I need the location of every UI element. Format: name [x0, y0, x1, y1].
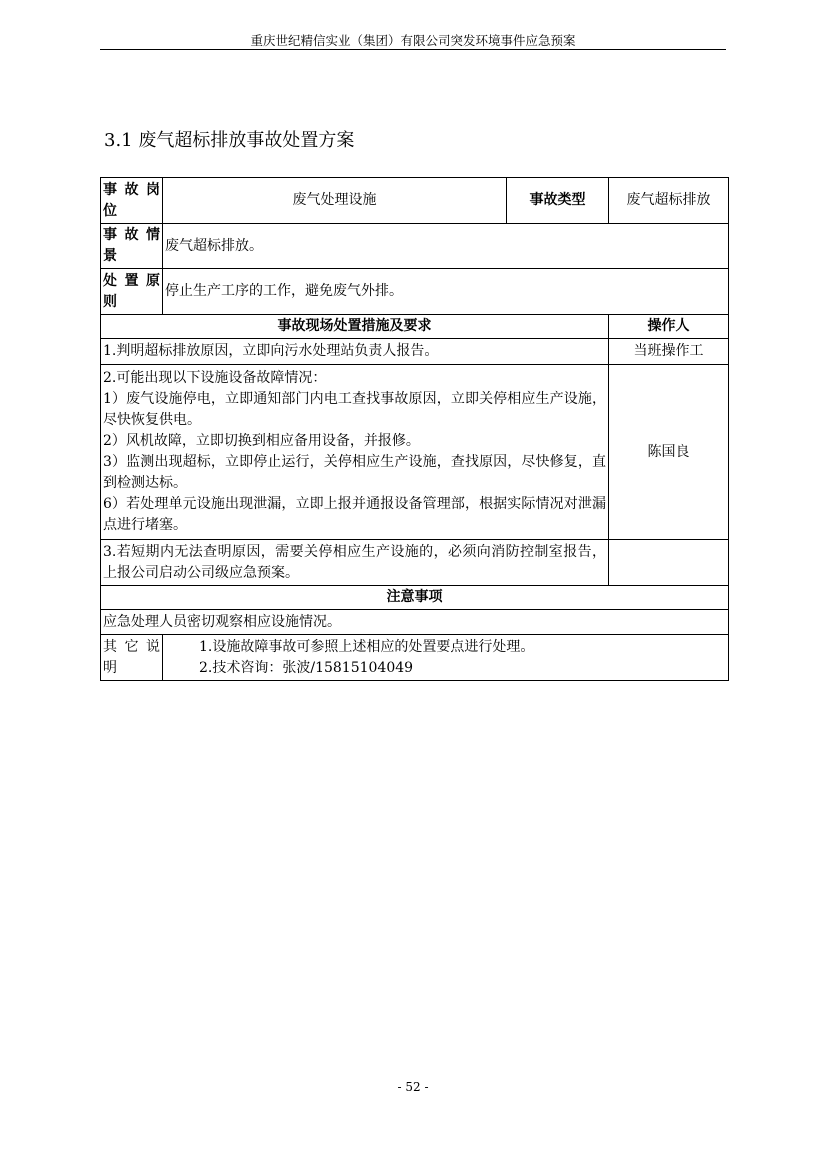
operator-header: 操作人	[609, 315, 729, 339]
step-row-2	[101, 365, 729, 540]
measures-header-row	[101, 315, 729, 339]
notes-row	[101, 610, 729, 635]
page-number: - 52 -	[397, 1080, 429, 1094]
other-label: 其 它 说	[103, 638, 160, 655]
step-2-line-leak: 6）若处理单元设施出现泄漏，立即上报并通报设备管理部，根据实际情况对泄漏点进行堵塞。	[103, 496, 606, 533]
scenario-row	[101, 224, 729, 269]
type-value: 废气超标排放	[609, 178, 729, 224]
other-label-cell	[101, 635, 163, 681]
step-row-1	[101, 339, 729, 365]
type-label: 事故类型	[507, 178, 609, 224]
step-row-3	[101, 540, 729, 586]
other-notes	[163, 635, 729, 681]
post-value: 废气处理设施	[163, 178, 507, 224]
notes-header-row	[101, 586, 729, 610]
section-title: 3.1 废气超标排放事故处置方案	[104, 130, 355, 151]
post-label-cell	[101, 178, 163, 224]
notes-text: 应急处理人员密切观察相应设施情况。	[101, 610, 729, 635]
post-label: 事 故 岗	[103, 181, 160, 198]
step-1-text: 1.判明超标排放原因，立即向污水处理站负责人报告。	[101, 339, 609, 365]
step-2-operator: 陈国良	[609, 365, 729, 540]
document-header-title: 重庆世纪精信实业（集团）有限公司突发环境事件应急预案	[250, 33, 576, 48]
other-label-tail: 明	[103, 659, 117, 676]
step-2-line-intro: 2.可能出现以下设施设备故障情况：	[103, 370, 327, 386]
other-note-1: 1.设施故障事故可参照上述相应的处置要点进行处理。	[199, 638, 535, 655]
principle-label-tail: 则	[103, 293, 117, 310]
other-note-2: 2.技术咨询：张波/15815104049	[199, 659, 414, 676]
scenario-value: 废气超标排放。	[163, 224, 729, 269]
step-1-operator: 当班操作工	[609, 339, 729, 365]
principle-value: 停止生产工序的工作，避免废气外排。	[163, 269, 729, 315]
other-row	[101, 635, 729, 681]
scenario-label: 事 故 情	[103, 227, 160, 243]
step-3-text: 3.若短期内无法查明原因，需要关停相应生产设施的，必须向消防控制室报告，上报公司启动公司级应急预案。	[101, 540, 609, 586]
incident-response-table	[100, 177, 729, 681]
step-2-line-fan-fault: 2）风机故障，立即切换到相应备用设备，并报修。	[103, 433, 420, 449]
principle-label-cell	[101, 269, 163, 315]
step-2-text	[101, 365, 609, 540]
header-divider	[100, 49, 726, 50]
measures-header: 事故现场处置措施及要求	[101, 315, 609, 339]
step-2-line-power-outage: 1）废气设施停电，立即通知部门内电工查找事故原因，立即关停相应生产设施，尽快恢复供电。	[103, 391, 606, 428]
step-3-operator	[609, 540, 729, 586]
principle-label: 处 置 原	[103, 272, 160, 289]
scenario-label-cell	[101, 224, 163, 269]
scenario-label-tail: 景	[103, 248, 117, 264]
post-label-tail: 位	[103, 202, 117, 219]
step-2-line-monitor-exceed: 3）监测出现超标，立即停止运行，关停相应生产设施，查找原因，尽快修复，直到检测达标。	[103, 454, 606, 491]
notes-header: 注意事项	[101, 586, 729, 610]
principle-row	[101, 269, 729, 315]
post-row	[101, 178, 729, 224]
